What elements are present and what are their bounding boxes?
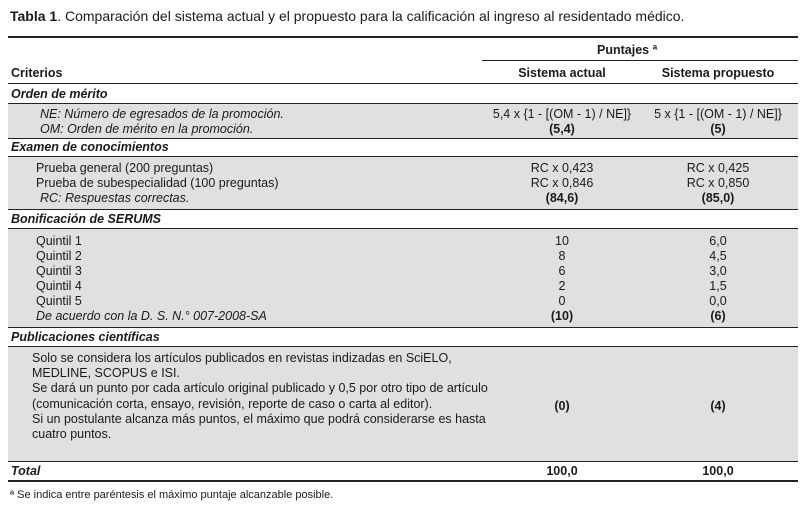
rc-label: RC: Respuestas correctas. (40, 191, 190, 205)
quintil-label: Quintil 4 (36, 279, 82, 293)
publicaciones-paragraph: Solo se considera los artículos publicados en revistas indizadas en SciELO, MEDLINE, SCOPUS e ISI. (32, 351, 452, 381)
quintil-label: Quintil 5 (36, 294, 82, 308)
header-sistema-actual: Sistema actual (518, 66, 606, 80)
table-bottom-rule (8, 480, 798, 482)
examen-propuesto-max: (85,0) (701, 191, 735, 205)
examen-row-actual: RC x 0,423 (530, 161, 594, 175)
publicaciones-paragraph: Se dará un punto por cada artículo original publicado y 0,5 por otro tipo de artículo (comunicación corta, ensayo, revisión, reporte de caso o carta al editor). (32, 381, 488, 411)
header-sub-rule (482, 60, 798, 61)
examen-row-propuesto: RC x 0,425 (686, 161, 750, 175)
orden-actual-max: (5,4) (549, 122, 575, 136)
header-sistema-propuesto: Sistema propuesto (661, 66, 775, 80)
quintil-label: Quintil 1 (36, 234, 82, 248)
table-footnote: ª Se indica entre paréntesis el máximo puntaje alcanzable posible. (10, 489, 334, 501)
quintil-actual: 0 (558, 294, 566, 308)
ne-label: NE: Número de egresados de la promoción. (40, 107, 284, 121)
orden-propuesto-formula: 5 x {1 - [(OM - 1) / NE]} (654, 107, 782, 121)
section-title-orden: Orden de mérito (11, 87, 108, 101)
section-rule (8, 138, 798, 139)
quintil-propuesto: 1,5 (709, 279, 727, 293)
header-puntajes: Puntajes ª (597, 43, 658, 57)
orden-actual-formula: 5,4 x {1 - [(OM - 1) / NE]} (492, 107, 632, 121)
quintil-propuesto: 3,0 (709, 264, 727, 278)
quintil-actual: 6 (558, 264, 566, 278)
section-rule (8, 327, 798, 328)
publicaciones-paragraph: Si un postulante alcanza más puntos, el máximo que podrá considerarse es hasta cuatro puntos. (32, 411, 486, 442)
table-top-rule (8, 36, 798, 38)
publicaciones-propuesto-max: (4) (710, 399, 726, 413)
table-caption-text: . Comparación del sistema actual y el propuesto para la calificación al ingreso al residentado médico. (57, 8, 685, 24)
header-criterios: Criterios (11, 66, 63, 80)
serums-note: De acuerdo con la D. S. N.° 007-2008-SA (36, 309, 267, 323)
total-label: Total (11, 464, 41, 478)
quintil-label: Quintil 2 (36, 249, 82, 263)
publicaciones-actual-max: (0) (554, 399, 570, 413)
quintil-propuesto: 6,0 (709, 234, 727, 248)
total-propuesto: 100,0 (702, 464, 734, 478)
section-rule (8, 461, 798, 462)
orden-propuesto-max: (5) (710, 122, 726, 136)
quintil-actual: 10 (555, 234, 569, 248)
section-title-serums: Bonificación de SERUMS (11, 212, 162, 226)
quintil-propuesto: 0,0 (709, 294, 727, 308)
section-title-examen: Examen de conocimientos (11, 140, 169, 154)
quintil-actual: 8 (558, 249, 566, 263)
quintil-actual: 2 (558, 279, 566, 293)
serums-actual-max: (10) (550, 309, 574, 323)
examen-actual-max: (84,6) (545, 191, 579, 205)
quintil-label: Quintil 3 (36, 264, 82, 278)
section-rule (8, 209, 798, 210)
serums-propuesto-max: (6) (710, 309, 726, 323)
examen-row-propuesto: RC x 0,850 (686, 176, 750, 190)
examen-row-label: Prueba de subespecialidad (100 preguntas) (36, 176, 279, 190)
om-label: OM: Orden de mérito en la promoción. (40, 122, 254, 136)
quintil-propuesto: 4,5 (709, 249, 727, 263)
header-bottom-rule (8, 83, 798, 84)
examen-row-actual: RC x 0,846 (530, 176, 594, 190)
publicaciones-text (32, 351, 490, 442)
total-actual: 100,0 (546, 464, 578, 478)
section-title-publicaciones: Publicaciones científicas (11, 330, 160, 344)
table-caption-label: Tabla 1 (10, 8, 58, 24)
table-caption (10, 8, 684, 24)
examen-row-label: Prueba general (200 preguntas) (36, 161, 214, 175)
